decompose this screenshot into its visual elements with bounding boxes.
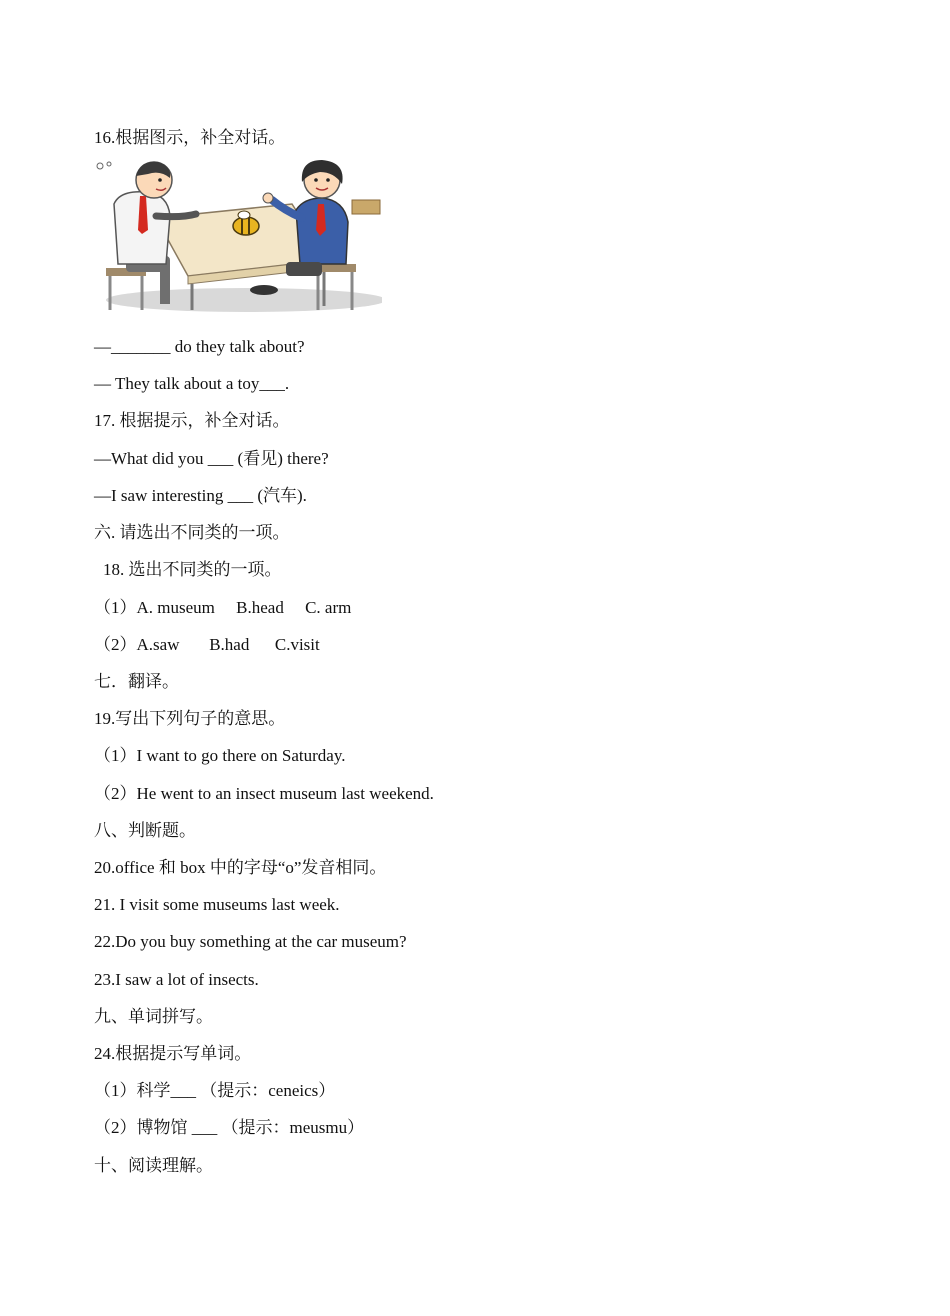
section-10-heading: 十、阅读理解。 [94,1156,213,1175]
section-6-heading: 六. 请选出不同类的一项。 [94,523,290,542]
q21: 21. I visit some museums last week. [94,895,340,914]
q20: 20.office 和 box 中的字母“o”发音相同。 [94,858,387,877]
q17-dialogue-line-1: —What did you ___ (看见) there? [94,449,329,468]
section-7-heading: 七．翻译。 [94,672,179,691]
q19-item-2: （2）He went to an insect museum last weekend. [94,784,434,803]
q18-title: 18. 选出不同类的一项。 [103,560,282,579]
q16-dialogue-line-1: —_______ do they talk about? [94,337,305,356]
q19-item-1: （1）I want to go there on Saturday. [94,746,346,765]
q24-item-2: （2）博物馆 ___ （提示：meusmu） [94,1118,365,1137]
q23: 23.I saw a lot of insects. [94,970,259,989]
q17-dialogue-line-2: —I saw interesting ___ (汽车). [94,486,307,505]
q16-title: 16.根据图示，补全对话。 [94,128,286,147]
section-8-heading: 八、判断题。 [94,821,196,840]
q18-option-1: （1）A. museum B.head C. arm [94,598,352,617]
section-9-heading: 九、单词拼写。 [94,1007,213,1026]
q24-title: 24.根据提示写单词。 [94,1044,252,1063]
q18-option-2: （2）A.saw B.had C.visit [94,635,320,654]
q16-dialogue-line-2: — They talk about a toy___. [94,374,290,393]
q22: 22.Do you buy something at the car museum? [94,932,407,951]
q19-title: 19.写出下列句子的意思。 [94,709,286,728]
q17-title: 17. 根据提示，补全对话。 [94,411,290,430]
q24-item-1: （1）科学___ （提示：ceneics） [94,1081,336,1100]
two-students-talking-illustration [96,160,382,312]
